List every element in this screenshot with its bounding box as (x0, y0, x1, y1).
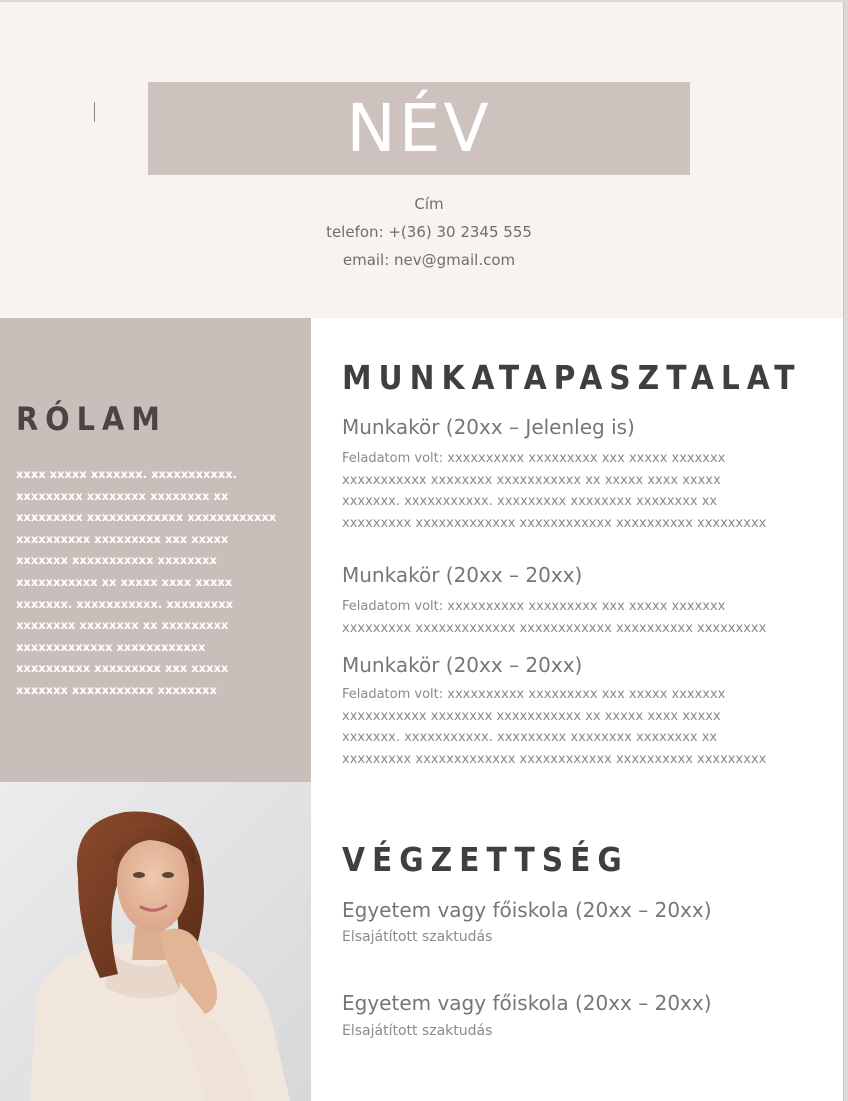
about-line: xxxxxxx xxxxxxxxxxx xxxxxxxx (16, 682, 217, 697)
job-description (342, 596, 812, 639)
education-title: VÉGZETTSÉG (342, 840, 629, 879)
education-subtitle: Elsajátított szaktudás (342, 929, 493, 945)
about-line: xxxxxxxxxxxxx xxxxxxxxxxxx (16, 639, 206, 654)
about-sidebar (0, 318, 311, 782)
about-line: xxxxxxx xxxxxxxxxxx xxxxxxxx (16, 553, 217, 568)
job-title: Munkakör (20xx – Jelenleg is) (342, 415, 635, 439)
job-desc-line: xxxxxxxxx xxxxxxxxxxxxx xxxxxxxxxxxx xxxxxxxxxx xxxxxxxxx (342, 752, 767, 768)
about-line: xxxxxxxxx xxxxxxxxxxxxx xxxxxxxxxxxx (16, 510, 277, 525)
job-desc-line: xxxxxxxxxxx xxxxxxxx xxxxxxxxxxx xx xxxxx xxxx xxxxx (342, 472, 721, 488)
education-subtitle: Elsajátított szaktudás (342, 1023, 493, 1039)
resume-page (0, 2, 843, 1101)
education-title-item: Egyetem vagy főiskola (20xx – 20xx) (342, 898, 712, 922)
email-line: email: nev@gmail.com (342, 251, 516, 269)
job-desc-line: Feladatom volt: xxxxxxxxxx xxxxxxxxx xxx xxxxx xxxxxxx (342, 451, 726, 466)
job-desc-line: xxxxxxxxx xxxxxxxxxxxxx xxxxxxxxxxxx xxxxxxxxxx xxxxxxxxx (342, 516, 767, 532)
experience-title: MUNKATAPASZTALAT (342, 358, 802, 397)
name-heading: NÉV (346, 89, 492, 167)
about-line: xxxxxxxxx xxxxxxxx xxxxxxxx xx (16, 488, 229, 503)
header (0, 2, 843, 318)
about-line: xxxxxxxxxx xxxxxxxxx xxx xxxxx (16, 661, 229, 676)
job-desc-line: xxxxxxxxx xxxxxxxxxxxxx xxxxxxxxxxxx xxxxxxxxxx xxxxxxxxx (342, 620, 767, 636)
job-desc-line: Feladatom volt: xxxxxxxxxx xxxxxxxxx xxx xxxxx xxxxxxx (342, 687, 726, 702)
about-title: RÓLAM (16, 400, 167, 438)
education-title-item: Egyetem vagy főiskola (20xx – 20xx) (342, 991, 712, 1015)
job-title: Munkakör (20xx – 20xx) (342, 563, 583, 587)
profile-photo (0, 782, 311, 1101)
about-line: xxxxxxxxxxx xx xxxxx xxxx xxxxx (16, 574, 233, 589)
portrait-illustration (0, 782, 311, 1101)
phone-line: telefon: +(36) 30 2345 555 (326, 223, 532, 241)
about-line: xxxxxxxxxx xxxxxxxxx xxx xxxxx (16, 531, 229, 546)
job-desc-line: xxxxxxx. xxxxxxxxxxx. xxxxxxxxx xxxxxxxx xxxxxxxx xx (342, 494, 718, 510)
text-cursor (94, 102, 95, 122)
job-desc-line: xxxxxxx. xxxxxxxxxxx. xxxxxxxxx xxxxxxxx xxxxxxxx xx (342, 730, 718, 746)
name-banner (148, 82, 690, 175)
job-description (342, 684, 812, 771)
about-line: xxxxxxxx xxxxxxxx xx xxxxxxxxx (16, 618, 229, 633)
job-desc-line: xxxxxxxxxxx xxxxxxxx xxxxxxxxxxx xx xxxxx xxxx xxxxx (342, 708, 721, 724)
about-text (16, 464, 306, 702)
about-line: xxxxxxx. xxxxxxxxxxx. xxxxxxxxx (16, 596, 234, 611)
job-title: Munkakör (20xx – 20xx) (342, 653, 583, 677)
job-description (342, 448, 812, 535)
about-line: xxxx xxxxx xxxxxxx. xxxxxxxxxxx. (16, 467, 238, 481)
job-desc-line: Feladatom volt: xxxxxxxxxx xxxxxxxxx xxx xxxxx xxxxxxx (342, 599, 726, 614)
address-line: Cím (414, 195, 444, 213)
